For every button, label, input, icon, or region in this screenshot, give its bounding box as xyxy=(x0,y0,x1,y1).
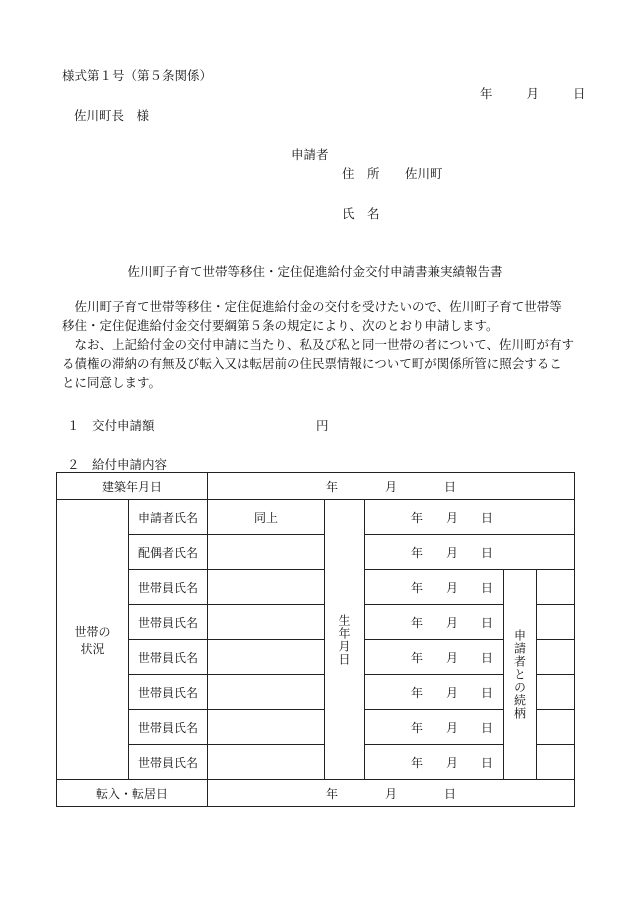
household-status-label: 世帯の 状況 xyxy=(57,500,129,780)
name-label: 氏 名 xyxy=(342,206,380,221)
move-year: 年 xyxy=(326,786,339,801)
relation-label: 申請者との続柄 xyxy=(504,570,537,780)
member-name-field[interactable] xyxy=(208,710,325,745)
birthdate-field[interactable]: 年 月 日 xyxy=(365,675,504,710)
document-title: 佐川町子育て世帯等移住・定住促進給付金交付申請書兼実績報告書 xyxy=(127,264,503,279)
build-date-field[interactable] xyxy=(208,473,575,500)
build-day: 日 xyxy=(444,479,457,494)
member-name-field[interactable] xyxy=(208,640,325,675)
birthdate-field[interactable]: 年 月 日 xyxy=(365,570,504,605)
address-value[interactable]: 佐川町 xyxy=(405,166,443,181)
relation-field[interactable] xyxy=(537,640,575,675)
address-label: 住 所 xyxy=(342,166,380,181)
build-year: 年 xyxy=(326,479,339,494)
row-label-member: 世帯員氏名 xyxy=(129,570,208,605)
application-table xyxy=(56,472,575,807)
row-label-member: 世帯員氏名 xyxy=(129,640,208,675)
table-row xyxy=(57,605,575,640)
row-label-member: 世帯員氏名 xyxy=(129,710,208,745)
relation-field[interactable] xyxy=(537,605,575,640)
birthdate-field[interactable]: 年 月 日 xyxy=(365,605,504,640)
row-label-member: 世帯員氏名 xyxy=(129,675,208,710)
table-row xyxy=(57,535,575,570)
spouse-name-field[interactable] xyxy=(208,535,325,570)
date-month: 月 xyxy=(526,86,539,101)
addressee: 佐川町長 様 xyxy=(74,108,150,123)
table-row xyxy=(57,710,575,745)
table-row xyxy=(57,500,575,535)
move-month: 月 xyxy=(385,786,398,801)
table-row xyxy=(57,745,575,780)
birthdate-field[interactable]: 年 月 日 xyxy=(365,745,504,780)
build-date-row xyxy=(57,473,575,500)
date-year: 年 xyxy=(480,86,493,101)
table-row xyxy=(57,570,575,605)
body-paragraph-1: 佐川町子育て世帯等移住・定住促進給付金の交付を受けたいので、佐川町子育て世帯等移住・定住促進給付金交付要綱第５条の規定により、次のとおり申請します。 xyxy=(62,299,562,333)
birthdate-field[interactable]: 年 月 日 xyxy=(365,500,575,535)
table-row xyxy=(57,640,575,675)
birthdate-field[interactable]: 年 月 日 xyxy=(365,535,575,570)
move-day: 日 xyxy=(444,786,457,801)
move-date-label: 転入・転居日 xyxy=(57,780,208,807)
applicant-label: 申請者 xyxy=(291,147,329,162)
row-label-member: 世帯員氏名 xyxy=(129,605,208,640)
relation-field[interactable] xyxy=(537,570,575,605)
date-day: 日 xyxy=(572,86,586,101)
submission-date xyxy=(480,84,585,102)
move-date-row xyxy=(57,780,575,807)
application-details-label: ２ 給付申請内容 xyxy=(67,457,168,472)
body-text xyxy=(62,297,574,392)
member-name-field[interactable] xyxy=(208,675,325,710)
birthdate-field[interactable]: 年 月 日 xyxy=(365,640,504,675)
body-paragraph-2: なお、上記給付金の交付申請に当たり、私及び私と同一世帯の者について、佐川町が有する債権の滞納の有無及び転入又は転居前の住民票情報について町が関係所管に照会することに同意します。 xyxy=(62,337,575,390)
relation-field[interactable] xyxy=(537,710,575,745)
member-name-field[interactable] xyxy=(208,745,325,780)
table-row xyxy=(57,675,575,710)
build-month: 月 xyxy=(385,479,398,494)
grant-amount-unit: 円 xyxy=(316,418,329,433)
row-label-applicant: 申請者氏名 xyxy=(129,500,208,535)
row-label-member: 世帯員氏名 xyxy=(129,745,208,780)
birthdate-label: 生年月日 xyxy=(325,500,365,780)
move-date-field[interactable] xyxy=(208,780,575,807)
birthdate-field[interactable]: 年 月 日 xyxy=(365,710,504,745)
member-name-field[interactable] xyxy=(208,605,325,640)
build-date-label: 建築年月日 xyxy=(57,473,208,500)
row-label-spouse: 配偶者氏名 xyxy=(129,535,208,570)
grant-amount-label: １ 交付申請額 xyxy=(67,418,155,433)
form-number: 様式第１号（第５条関係） xyxy=(62,68,213,83)
member-name-field[interactable] xyxy=(208,570,325,605)
applicant-name-field[interactable]: 同上 xyxy=(208,500,325,535)
relation-field[interactable] xyxy=(537,675,575,710)
relation-field[interactable] xyxy=(537,745,575,780)
